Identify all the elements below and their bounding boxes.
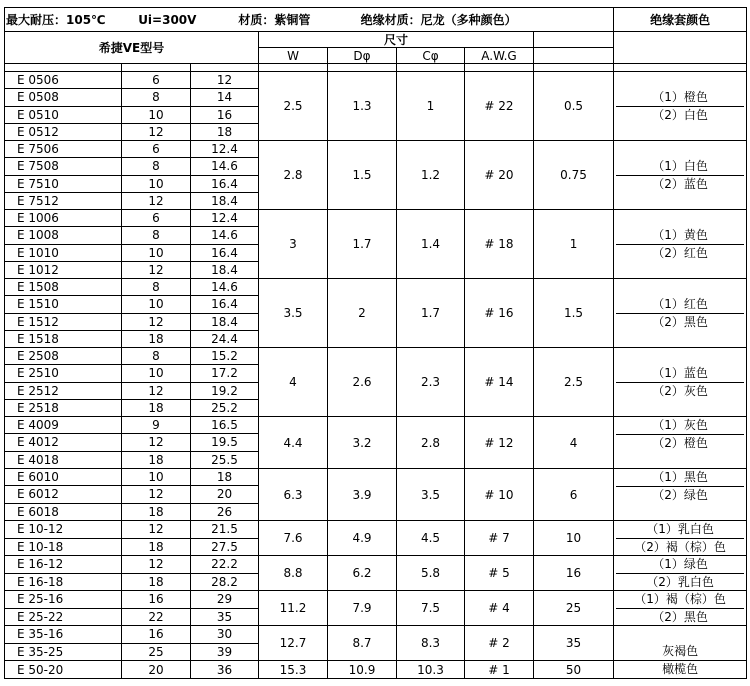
c-value-cell: 1.7 <box>397 279 465 348</box>
dim-a-cell: 18 <box>122 399 191 416</box>
d-value-cell: 4.9 <box>328 521 397 556</box>
dim-b-cell: 16.4 <box>191 175 259 192</box>
d-value-cell: 7.9 <box>328 591 397 626</box>
mm-value-cell: 50 <box>534 661 614 679</box>
w-value-cell: 4 <box>259 348 328 417</box>
insulation-color-cell <box>614 210 747 279</box>
awg-value-cell: # 12 <box>465 417 534 469</box>
insulation-color-cell <box>614 591 747 626</box>
awg-column-header: A.W.G <box>465 48 534 64</box>
w-value-cell: 15.3 <box>259 661 328 679</box>
model-cell: E 4018 <box>5 451 122 468</box>
table-row <box>5 417 747 434</box>
c-value-cell: 8.3 <box>397 626 465 661</box>
dim-b-cell: 21.5 <box>191 521 259 539</box>
dim-a-cell: 8 <box>122 158 191 175</box>
dim-a-cell: 16 <box>122 591 191 609</box>
awg-value-cell: # 18 <box>465 210 534 279</box>
color-list <box>616 469 744 520</box>
awg-value-cell: # 4 <box>465 591 534 626</box>
model-cell: E 2512 <box>5 382 122 399</box>
w-value-cell: 11.2 <box>259 591 328 626</box>
dim-a-cell: 8 <box>122 348 191 365</box>
model-cell: E 0510 <box>5 106 122 123</box>
model-cell: E 1518 <box>5 330 122 347</box>
awg-value-cell: # 22 <box>465 72 534 141</box>
dim-b-cell: 18 <box>191 123 259 140</box>
awg-value-cell: # 16 <box>465 279 534 348</box>
spacer-cell <box>122 64 191 72</box>
mm-value-cell: 1 <box>534 210 614 279</box>
insulation-color-cell <box>614 417 747 469</box>
model-cell: E 4012 <box>5 434 122 451</box>
d-value-cell: 10.9 <box>328 661 397 679</box>
dim-b-cell: 17.2 <box>191 365 259 382</box>
header-line <box>5 8 614 32</box>
color-item: （1）黄色 <box>616 227 744 245</box>
dim-b-cell: 15.2 <box>191 348 259 365</box>
dim-b-cell: 22.2 <box>191 556 259 574</box>
color-item: （2）乳白色 <box>646 575 714 589</box>
color-spacer <box>616 452 744 468</box>
c-value-cell: 2.3 <box>397 348 465 417</box>
dim-b-cell: 18.4 <box>191 192 259 209</box>
color-list <box>616 348 744 416</box>
d-value-cell: 1.7 <box>328 210 397 279</box>
dim-a-cell: 12 <box>122 192 191 209</box>
color-item: （1）红色 <box>616 296 744 314</box>
dim-b-cell: 16.4 <box>191 296 259 313</box>
table-row <box>5 141 747 158</box>
w-value-cell: 7.6 <box>259 521 328 556</box>
dim-a-cell: 8 <box>122 227 191 244</box>
model-cell: E 6018 <box>5 503 122 520</box>
color-item: （2）灰色 <box>652 384 708 398</box>
table-row <box>5 469 747 486</box>
w-value-cell: 2.5 <box>259 72 328 141</box>
material-label: 材质：紫铜管 <box>238 12 311 27</box>
w-value-cell: 3 <box>259 210 328 279</box>
dim-b-cell: 19.5 <box>191 434 259 451</box>
table-row <box>5 556 747 574</box>
color-item: （2）黑色 <box>652 610 708 624</box>
dim-a-cell: 12 <box>122 486 191 503</box>
dim-b-cell: 29 <box>191 591 259 609</box>
table-row <box>5 72 747 89</box>
color-item: （1）绿色 <box>616 556 744 574</box>
w-value-cell: 2.8 <box>259 141 328 210</box>
color-item: （1）灰色 <box>616 417 744 435</box>
blank-header-cell <box>534 32 614 48</box>
dim-b-cell: 14.6 <box>191 279 259 296</box>
table-row <box>5 661 747 679</box>
dim-b-cell: 16.5 <box>191 417 259 434</box>
dim-a-cell: 18 <box>122 451 191 468</box>
model-cell: E 7506 <box>5 141 122 158</box>
color-spacer <box>616 626 744 643</box>
c-column-header: Cφ <box>397 48 465 64</box>
model-cell: E 16-12 <box>5 556 122 574</box>
color-list <box>616 72 744 140</box>
color-spacer <box>616 210 744 227</box>
dim-a-cell: 12 <box>122 261 191 278</box>
w-value-cell: 12.7 <box>259 626 328 661</box>
table-row <box>5 348 747 365</box>
w-value-cell: 8.8 <box>259 556 328 591</box>
dim-b-cell: 12.4 <box>191 141 259 158</box>
insulation-color-cell <box>614 661 747 679</box>
dim-b-cell: 16.4 <box>191 244 259 261</box>
dim-a-cell: 18 <box>122 538 191 556</box>
awg-value-cell: # 5 <box>465 556 534 591</box>
dim-b-cell: 28.2 <box>191 573 259 591</box>
dim-b-cell: 39 <box>191 643 259 661</box>
w-value-cell: 4.4 <box>259 417 328 469</box>
color-list <box>616 556 744 590</box>
c-value-cell: 3.5 <box>397 469 465 521</box>
model-cell: E 1012 <box>5 261 122 278</box>
c-value-cell: 7.5 <box>397 591 465 626</box>
color-item: （2）橙色 <box>652 436 708 450</box>
dim-b-cell: 18 <box>191 469 259 486</box>
dim-b-cell: 20 <box>191 486 259 503</box>
dim-b-cell: 24.4 <box>191 330 259 347</box>
dim-a-cell: 10 <box>122 365 191 382</box>
mm-value-cell: 4 <box>534 417 614 469</box>
d-value-cell: 1.3 <box>328 72 397 141</box>
insulation-color-cell <box>614 141 747 210</box>
spacer-cell <box>614 64 747 72</box>
dim-a-cell: 18 <box>122 503 191 520</box>
mm-value-cell: 2.5 <box>534 348 614 417</box>
model-cell: E 0508 <box>5 89 122 106</box>
model-cell: E 0506 <box>5 72 122 89</box>
color-item: （1）黑色 <box>616 469 744 487</box>
dim-a-cell: 12 <box>122 434 191 451</box>
spacer-cell <box>5 64 122 72</box>
model-cell: E 10-12 <box>5 521 122 539</box>
model-cell: E 7510 <box>5 175 122 192</box>
table-row <box>5 591 747 609</box>
model-cell: E 4009 <box>5 417 122 434</box>
dim-a-cell: 10 <box>122 296 191 313</box>
mm-value-cell: 25 <box>534 591 614 626</box>
d-value-cell: 1.5 <box>328 141 397 210</box>
color-spacer <box>616 124 744 140</box>
dim-b-cell: 19.2 <box>191 382 259 399</box>
dim-a-cell: 6 <box>122 72 191 89</box>
model-cell: E 0512 <box>5 123 122 140</box>
dim-a-cell: 12 <box>122 123 191 140</box>
table-row <box>5 626 747 644</box>
insulation-color-cell <box>614 348 747 417</box>
awg-value-cell: # 10 <box>465 469 534 521</box>
dim-b-cell: 18.4 <box>191 261 259 278</box>
c-value-cell: 1.4 <box>397 210 465 279</box>
color-list <box>616 210 744 278</box>
dim-a-cell: 18 <box>122 330 191 347</box>
table-row <box>5 521 747 539</box>
color-list <box>616 141 744 209</box>
dim-a-cell: 22 <box>122 608 191 626</box>
d-value-cell: 2 <box>328 279 397 348</box>
model-cell: E 25-16 <box>5 591 122 609</box>
dim-b-cell: 14.6 <box>191 227 259 244</box>
dim-a-cell: 12 <box>122 313 191 330</box>
w-column-header: W <box>259 48 328 64</box>
dim-a-cell: 10 <box>122 106 191 123</box>
insulation-color-cell <box>614 626 747 661</box>
spec-table <box>4 7 747 679</box>
spacer-cell <box>465 64 534 72</box>
color-item: （1）蓝色 <box>616 365 744 383</box>
c-value-cell: 1.2 <box>397 141 465 210</box>
dim-a-cell: 10 <box>122 469 191 486</box>
insulation-color-cell <box>614 469 747 521</box>
color-item: （1）橙色 <box>616 89 744 107</box>
awg-value-cell: # 1 <box>465 661 534 679</box>
table-row <box>5 279 747 296</box>
dim-a-cell: 20 <box>122 661 191 679</box>
dim-a-cell: 8 <box>122 89 191 106</box>
model-cell: E 6010 <box>5 469 122 486</box>
dim-a-cell: 16 <box>122 626 191 644</box>
mm-value-cell: 0.5 <box>534 72 614 141</box>
color-spacer <box>616 331 744 347</box>
color-item: （2）黑色 <box>652 315 708 329</box>
spacer-cell <box>328 64 397 72</box>
mm-value-cell: 6 <box>534 469 614 521</box>
color-item: （1）白色 <box>616 158 744 176</box>
dim-a-cell: 9 <box>122 417 191 434</box>
color-spacer <box>616 193 744 209</box>
color-spacer <box>616 141 744 158</box>
dim-a-cell: 6 <box>122 141 191 158</box>
color-spacer <box>616 504 744 520</box>
color-list <box>616 417 744 468</box>
model-cell: E 1510 <box>5 296 122 313</box>
d-value-cell: 3.2 <box>328 417 397 469</box>
d-value-cell: 2.6 <box>328 348 397 417</box>
insulation-color-cell <box>614 521 747 556</box>
dim-a-cell: 10 <box>122 244 191 261</box>
table-row <box>5 210 747 227</box>
mm-value-cell: 1.5 <box>534 279 614 348</box>
model-cell: E 16-18 <box>5 573 122 591</box>
dim-b-cell: 30 <box>191 626 259 644</box>
color-spacer <box>616 262 744 278</box>
dim-b-cell: 26 <box>191 503 259 520</box>
insulation-color-cell <box>614 279 747 348</box>
blank-header-cell <box>614 32 747 64</box>
dim-a-cell: 10 <box>122 175 191 192</box>
dim-b-cell: 35 <box>191 608 259 626</box>
color-item: （2）绿色 <box>652 488 708 502</box>
spacer-cell <box>397 64 465 72</box>
color-spacer <box>616 72 744 89</box>
d-value-cell: 6.2 <box>328 556 397 591</box>
size-column-header: 尺寸 <box>259 32 534 48</box>
model-cell: E 6012 <box>5 486 122 503</box>
ui-label: Ui=300V <box>138 12 197 27</box>
dim-a-cell: 6 <box>122 210 191 227</box>
color-item: 橄榄色 <box>662 662 699 676</box>
model-cell: E 10-18 <box>5 538 122 556</box>
spacer-cell <box>259 64 328 72</box>
color-item: （1）乳白色 <box>616 521 744 539</box>
spacer-cell <box>191 64 259 72</box>
color-list <box>616 626 744 660</box>
model-cell: E 1010 <box>5 244 122 261</box>
model-cell: E 35-16 <box>5 626 122 644</box>
max-voltage-label: 最大耐压：105℃ <box>6 12 106 27</box>
blank-header-cell <box>534 48 614 64</box>
dim-b-cell: 16 <box>191 106 259 123</box>
model-cell: E 1006 <box>5 210 122 227</box>
awg-value-cell: # 2 <box>465 626 534 661</box>
c-value-cell: 2.8 <box>397 417 465 469</box>
d-column-header: Dφ <box>328 48 397 64</box>
color-spacer <box>616 348 744 365</box>
mm-value-cell: 10 <box>534 521 614 556</box>
model-cell: E 7512 <box>5 192 122 209</box>
color-item: （2）红色 <box>652 246 708 260</box>
color-list <box>616 661 744 678</box>
d-value-cell: 3.9 <box>328 469 397 521</box>
dim-a-cell: 12 <box>122 521 191 539</box>
w-value-cell: 3.5 <box>259 279 328 348</box>
dim-b-cell: 25.2 <box>191 399 259 416</box>
color-item: （2）白色 <box>652 108 708 122</box>
dim-b-cell: 14 <box>191 89 259 106</box>
dim-b-cell: 12 <box>191 72 259 89</box>
color-list <box>616 521 744 555</box>
dim-b-cell: 36 <box>191 661 259 679</box>
color-item: （2）褐（棕）色 <box>634 540 726 554</box>
awg-value-cell: # 14 <box>465 348 534 417</box>
dim-a-cell: 18 <box>122 573 191 591</box>
model-cell: E 50-20 <box>5 661 122 679</box>
model-cell: E 7508 <box>5 158 122 175</box>
model-cell: E 1008 <box>5 227 122 244</box>
color-list <box>616 279 744 347</box>
d-value-cell: 8.7 <box>328 626 397 661</box>
model-cell: E 1508 <box>5 279 122 296</box>
color-spacer <box>616 279 744 296</box>
dim-a-cell: 25 <box>122 643 191 661</box>
c-value-cell: 4.5 <box>397 521 465 556</box>
dim-b-cell: 18.4 <box>191 313 259 330</box>
model-cell: E 25-22 <box>5 608 122 626</box>
insulation-color-cell <box>614 72 747 141</box>
model-cell: E 1512 <box>5 313 122 330</box>
color-item: 灰褐色 <box>662 644 699 658</box>
color-spacer <box>616 400 744 416</box>
insulation-color-cell <box>614 556 747 591</box>
color-item: （2）蓝色 <box>652 177 708 191</box>
mm-value-cell: 0.75 <box>534 141 614 210</box>
model-cell: E 2510 <box>5 365 122 382</box>
insulation-label: 绝缘材质：尼龙（多种颜色） <box>360 12 517 27</box>
model-cell: E 35-25 <box>5 643 122 661</box>
color-column-header: 绝缘套颜色 <box>614 8 747 32</box>
dim-a-cell: 12 <box>122 556 191 574</box>
mm-value-cell: 16 <box>534 556 614 591</box>
color-item: （1）褐（棕）色 <box>616 591 744 609</box>
model-column-header: 希捷VE型号 <box>5 32 259 64</box>
dim-b-cell: 25.5 <box>191 451 259 468</box>
dim-a-cell: 8 <box>122 279 191 296</box>
c-value-cell: 5.8 <box>397 556 465 591</box>
dim-b-cell: 14.6 <box>191 158 259 175</box>
dim-b-cell: 27.5 <box>191 538 259 556</box>
mm-value-cell: 35 <box>534 626 614 661</box>
color-list <box>616 591 744 625</box>
c-value-cell: 1 <box>397 72 465 141</box>
c-value-cell: 10.3 <box>397 661 465 679</box>
model-cell: E 2518 <box>5 399 122 416</box>
dim-b-cell: 12.4 <box>191 210 259 227</box>
spacer-cell <box>534 64 614 72</box>
awg-value-cell: # 7 <box>465 521 534 556</box>
awg-value-cell: # 20 <box>465 141 534 210</box>
model-cell: E 2508 <box>5 348 122 365</box>
w-value-cell: 6.3 <box>259 469 328 521</box>
dim-a-cell: 12 <box>122 382 191 399</box>
